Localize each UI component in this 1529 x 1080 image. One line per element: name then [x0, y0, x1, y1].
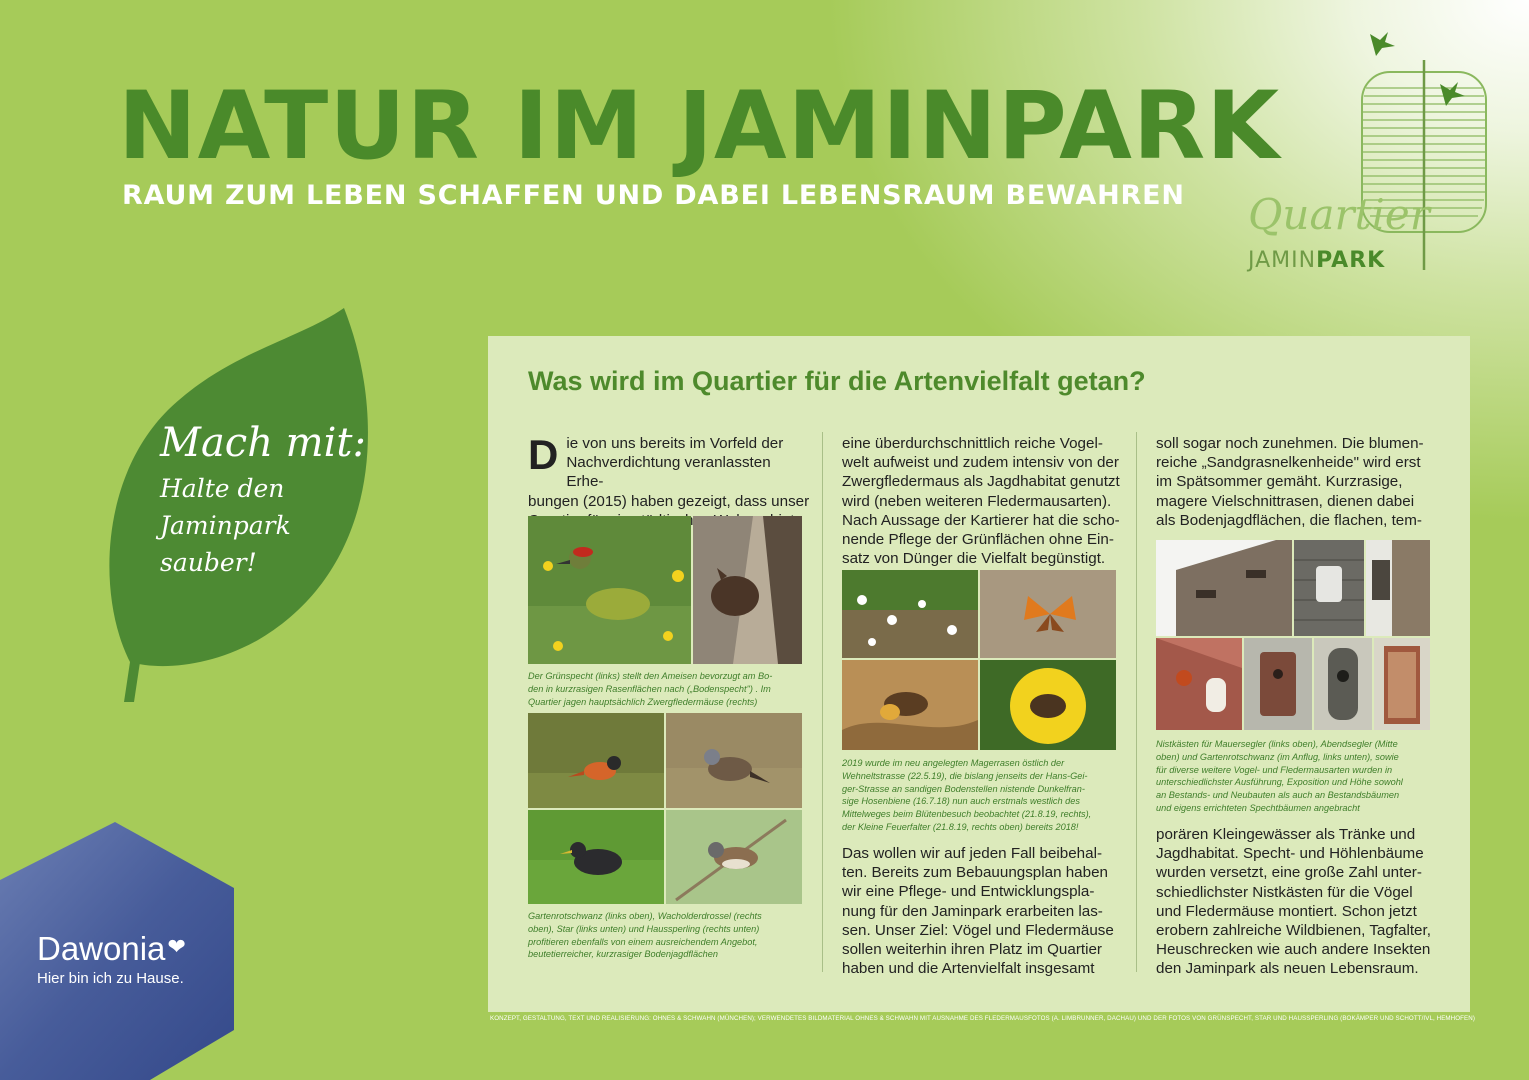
caption-line: oben), Star (links unten) und Haussperling (rechts unten) [528, 923, 760, 934]
logo-quartier-text: Quartier [1248, 190, 1430, 239]
photo-owl-box [1314, 638, 1372, 730]
column-2-bottom [842, 844, 1128, 978]
caption-line: Der Grünspecht (links) stellt den Ameisen bevorzugt am Bo- [528, 671, 773, 681]
credits-footer: KONZEPT, GESTALTUNG, TEXT UND REALISIERUNG: OHNES & SCHWAHN (MÜNCHEN); VERWENDETES BILDMATERIAL OHNES & SCHWAHN MIT AUSNAHME DES FLEDERMAUSFOTOS (A. LIMBRUNNER, DACHAU) UND DER FOTOS VON GRÜNSPECHT, STAR UND HAUSSPERLING (BOKÄMPER UND SCHOTT/IVL, HEMHOFEN) [490, 1015, 1475, 1022]
text-line: Das wollen wir auf jeden Fall beibehal- [842, 845, 1103, 862]
caption-line: sige Hosenbiene (16.7.18) nun auch erstmals westlich des [842, 796, 1080, 807]
leaf-heading: Mach mit: [160, 420, 366, 466]
column-3-bottom [1156, 825, 1446, 979]
caption-meadow [842, 757, 1126, 834]
caption-line: 2019 wurde im neu angelegten Magerrasen östlich der [842, 758, 1065, 768]
text-line: welt aufweist und zudem intensiv von der [842, 454, 1119, 472]
photo-starling [528, 810, 664, 904]
text-line: Jagdhabitat. Specht- und Höhlenbäume [1156, 845, 1424, 863]
text-line: reiche „Sandgrasnelkenheide" wird erst [1156, 454, 1421, 472]
text-line: bungen (2015) haben gezeigt, dass unser [528, 492, 810, 510]
caption-line: Mittelweges beim Blütenbesuch beobachtet (21.8.19, rechts), [842, 809, 1092, 820]
text-line: ten. Bereits zum Bebauungsplan haben [842, 864, 1108, 882]
caption-nest-boxes [1156, 738, 1446, 815]
text-line: soll sogar noch zunehmen. Die blumen- [1156, 435, 1424, 452]
caption-line: Wehneltstrasse (22.5.19), die bislang jenseits der Hans-Gei- [842, 770, 1088, 781]
drop-cap: D [528, 431, 559, 478]
text-line: sen. Unser Ziel: Vögel und Fledermäuse [842, 921, 1114, 939]
caption-line: oben) und Gartenrotschwanz (im Anflug, links unten), sowie [1156, 751, 1399, 762]
page-title: NATUR IM JAMINPARK [118, 72, 1281, 181]
panel-title: Was wird im Quartier für die Artenvielfalt getan? [528, 366, 1146, 396]
column-divider [822, 432, 823, 972]
text-line: nende Pflege der Grünflächen ohne Ein- [842, 531, 1114, 549]
tree-logo-icon [1240, 20, 1500, 280]
text-line: wir eine Pflege- und Entwicklungspla- [842, 883, 1095, 901]
text-line: und Fledermäuse montiert. Schon jetzt [1156, 902, 1417, 920]
photo-redstart [528, 713, 664, 808]
photo-meadow-daisies [842, 570, 978, 658]
text-line: Heuschrecken wie auch andere Insekten [1156, 941, 1431, 959]
photo-wall-boxes [1366, 540, 1430, 636]
text-line: im Spätsommer gemäht. Kurzrasige, [1156, 473, 1403, 491]
caption-line: beutetierreicher, kurzrasiger Bodenjagdflächen [528, 949, 718, 960]
photo-bat-box [1294, 540, 1364, 636]
text-line: magere Vielschnittrasen, dienen dabei [1156, 492, 1415, 510]
leaf-line: sauber! [160, 548, 257, 577]
photo-woodcrete-box [1244, 638, 1312, 730]
text-line: sollen weiterhin ihren Platz im Quartier [842, 941, 1102, 959]
photo-green-woodpecker [528, 516, 691, 664]
text-line: wurden versetzt, eine große Zahl unter- [1156, 864, 1422, 882]
text-line: schiedlichster Nistkästen für die Vögel [1156, 883, 1413, 901]
logo-word-light: JAMIN [1248, 248, 1317, 273]
text-line: Nach Aussage der Kartierer hat die scho- [842, 511, 1120, 529]
photo-redstart-flight [1156, 638, 1242, 730]
brand-heart-icon: ❤ [167, 934, 186, 959]
text-line: wird (neben weiteren Fledermausarten). [842, 492, 1112, 510]
text-line: den Jaminpark als neuen Lebensraum. [1156, 960, 1419, 978]
photo-small-copper-butterfly [980, 570, 1116, 658]
text-line: nung für den Jaminpark erarbeiten las- [842, 902, 1103, 920]
text-line: Nachverdichtung veranlassten Erhe- [566, 454, 771, 491]
text-line: ie von uns bereits im Vorfeld der [566, 435, 784, 452]
photo-bee-on-dandelion [980, 660, 1116, 750]
text-line: als Bodenjagdflächen, die flachen, tem- [1156, 511, 1422, 529]
photo-hairy-legged-bee [842, 660, 978, 750]
text-line: Zwergfledermaus als Jagdhabitat genutzt [842, 473, 1120, 491]
column-2-top [842, 434, 1128, 568]
caption-woodpecker-bat [528, 670, 808, 708]
photo-pipistrelle-bat [693, 516, 802, 664]
caption-line: profitieren ebenfalls von einem ausreichendem Angebot, [528, 936, 758, 947]
photo-flat-bat-box [1374, 638, 1430, 730]
caption-line: und eigens errichteten Spechtbäumen angebracht [1156, 802, 1360, 813]
text-line: eine überdurchschnittlich reiche Vogel- [842, 435, 1103, 452]
photo-house-sparrow [666, 810, 802, 904]
text-line: porären Kleingewässer als Tränke und [1156, 826, 1416, 843]
caption-line: Quartier jagen hauptsächlich Zwergfledermäuse (rechts) [528, 696, 758, 707]
leaf-line: Jaminpark [160, 511, 291, 540]
caption-line: unterschiedlichster Ausführung, Exposition und Höhe sowohl [1156, 777, 1403, 788]
text-line: satz von Dünger die Vielfalt begünstigt. [842, 550, 1106, 568]
logo-word-bold: PARK [1316, 248, 1386, 273]
column-divider [1136, 432, 1137, 972]
caption-line: für diverse weitere Vogel- und Fledermausarten wurden in [1156, 764, 1393, 775]
caption-line: Gartenrotschwanz (links oben), Wacholderdrossel (rechts [528, 911, 762, 921]
caption-line: der Kleine Feuerfalter (21.8.19, rechts oben) bereits 2018! [842, 821, 1079, 832]
text-line: erobern zahlreiche Wildbienen, Tagfalter, [1156, 922, 1431, 940]
photo-swift-boxes [1156, 540, 1292, 636]
leaf-line: Halte den [160, 474, 285, 503]
caption-line: ger-Strasse an sandigen Bodenstellen nistende Dunkelfran- [842, 783, 1085, 794]
page-subtitle: RAUM ZUM LEBEN SCHAFFEN UND DABEI LEBENSRAUM BEWAHREN [122, 180, 1185, 211]
caption-line: Nistkästen für Mauersegler (links oben), Abendsegler (Mitte [1156, 739, 1398, 749]
photo-fieldfare [666, 713, 802, 808]
brand-tagline: Hier bin ich zu Hause. [37, 970, 184, 987]
text-line: haben und die Artenvielfalt insgesamt [842, 960, 1095, 978]
logo-jaminpark-text [1248, 248, 1385, 273]
brand-name [37, 930, 186, 968]
leaf-message [160, 470, 360, 581]
caption-line: den in kurzrasigen Rasenflächen nach („Bodenspecht") . Im [528, 683, 771, 694]
column-3-top [1156, 434, 1446, 530]
caption-songbirds [528, 910, 808, 961]
brand-wordmark: Dawonia [37, 930, 166, 967]
caption-line: an Bestands- und Neubauten als auch an Bestandsbäumen [1156, 790, 1400, 801]
